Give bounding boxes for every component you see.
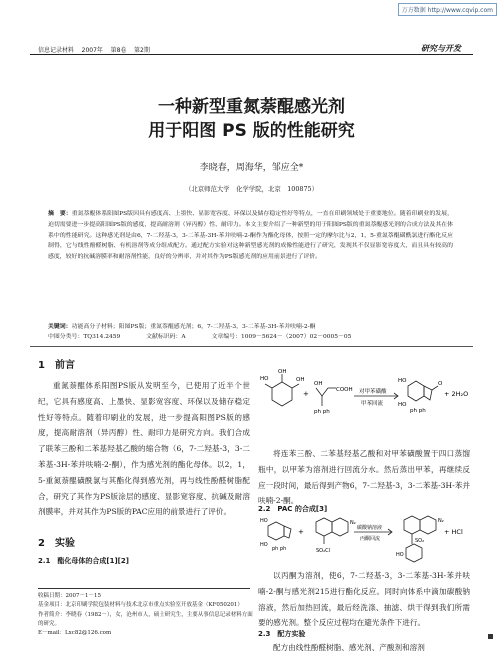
article-number: 文章编号：1009－5624－（2007）02－0005－05 bbox=[211, 334, 352, 340]
journal-year: 2007年 bbox=[81, 47, 103, 54]
reactant-n2-label: N₂ bbox=[350, 520, 356, 526]
product-ring bbox=[408, 381, 424, 401]
journal-volume: 第8卷 bbox=[110, 47, 127, 54]
svg-text:OH: OH bbox=[314, 381, 323, 387]
svg-text:+: + bbox=[303, 390, 309, 398]
reaction-1-solvent: 甲苯回流 bbox=[361, 401, 384, 407]
product-ring-a bbox=[404, 516, 420, 534]
journal-issue: 第2期 bbox=[134, 47, 150, 54]
svg-text:COOH: COOH bbox=[336, 387, 353, 393]
doc-code: 文献标识码：A bbox=[146, 334, 186, 340]
formulation-paragraph: 配方由线性酚醛树脂、感光剂、产酸剂和溶剂 bbox=[273, 643, 425, 652]
title-line-1: 一种新型重氮萘醌感光剂 bbox=[158, 97, 345, 117]
svg-text:HO: HO bbox=[260, 376, 269, 382]
affiliation: （北京师范大学 化学学院，北京 100875） bbox=[184, 185, 319, 193]
reaction-1-byproduct: + 2H₂O bbox=[444, 390, 469, 398]
reaction-2-reagent: 碳酸钠溶液 bbox=[357, 525, 383, 531]
product-ring-b bbox=[420, 516, 436, 534]
clc-number: 中图分类号：TQ314.2459 bbox=[48, 334, 121, 340]
ester-parent-ring bbox=[268, 522, 284, 540]
product-n2-label: N₂ bbox=[438, 518, 444, 524]
reaction-2-byproduct: + HCl bbox=[444, 528, 463, 536]
pac-synthesis-paragraph: 以丙酮为溶剂，使6，7-二羟基-3，3-二苯基-3H-苯并呋喃-2-酮与感光剂215进行酯化反应。同时向体系中滴加碳酸钠溶液，然后加热回流，最后经洗涤、抽滤、烘干得到我们所需要的感光剂。整个反应过程均在避光条件下进行。 bbox=[258, 571, 470, 628]
classification-line bbox=[48, 331, 458, 340]
section-2-heading: 2 实验 bbox=[38, 538, 75, 549]
abstract-rule bbox=[30, 346, 473, 347]
reaction-scheme-2 bbox=[258, 514, 470, 566]
reaction-2-solvent: 丙酮回流 bbox=[360, 536, 381, 542]
authors: 李晓春，周海华，邹应全* bbox=[199, 163, 304, 173]
product-so2-label: SO₂ bbox=[415, 538, 425, 544]
abstract bbox=[48, 209, 453, 263]
product-phenyl-label: ph ph bbox=[410, 408, 426, 414]
page-mark bbox=[488, 634, 493, 639]
svg-text:OH: OH bbox=[296, 377, 305, 383]
reactant-so2cl-label: SO₂Cl bbox=[316, 548, 330, 554]
title-line-2: 用于阳图 PS 版的性能研究 bbox=[148, 121, 355, 141]
footnote-email: E－mail：Lxc82@126.com bbox=[38, 630, 112, 637]
journal-name: 信息记录材料 bbox=[38, 47, 75, 54]
subsection-2-2-heading: 2.2 PAC 的合成[3] bbox=[258, 505, 328, 513]
keywords-label: 关键词： bbox=[48, 324, 72, 330]
svg-text:HO: HO bbox=[260, 542, 268, 548]
journal-header bbox=[38, 45, 150, 54]
benzene-ring-left bbox=[272, 382, 292, 406]
reaction-scheme-1 bbox=[258, 366, 470, 442]
footnotes bbox=[38, 592, 253, 638]
subsection-2-1-heading: 2.1 酯化母体的合成[1][2] bbox=[38, 557, 129, 565]
svg-text:OH: OH bbox=[278, 369, 287, 375]
footnote-author: 作者简介：李晓春（1982－），女，沧州市人，硕士研究生，主要从事信息记录材料方面的研究。 bbox=[38, 611, 253, 627]
footnote-fund: 基金项目：北京印刷学院包装材料与技术北京市重点实验室开放基金（KF050201） bbox=[38, 602, 243, 609]
section-1-paragraph: 重氮萘醌体系阳图PS版从发明至今，已使用了近半个世纪，它具有感度高、上墨快、显影宽容度、环保以及储存稳定性好等特点。随着印刷业的发展，进一步提高阳图PS版的感度，提高耐溶剂（异丙醇）性、耐印力是研究方向。我们合成了联苯三酚和二苯基羟基乙酸的缩合物（6，7-二羟基-3，3-二苯基-3H-苯并呋喃-2-酮），作为感光剂的酯化母体。以2，1，5-重氮萘醌磺酰氯与其酯化得到感光剂，再与线性酚醛树脂配合，研究了其作为PS版涂层的感度、显影宽容度、抗碱及耐溶剂膜率，并对其作为PS版的PAC应用的前景进行了评价。 bbox=[38, 381, 250, 517]
reaction-1-reagent: 对甲苯磺酸 bbox=[359, 389, 387, 395]
footnote-received: 收稿日期：2007－1－15 bbox=[38, 593, 101, 599]
subsection-2-3-heading: 2.3 配方实验 bbox=[258, 630, 306, 638]
header-rule bbox=[30, 54, 473, 55]
svg-text:HO: HO bbox=[398, 378, 407, 384]
keywords bbox=[48, 321, 458, 330]
synthesis-paragraph: 将连苯三酚、二苯基羟基乙酸和对甲苯磺酸置于四口蒸馏瓶中，以甲苯为溶剂进行回流分水。然后蒸出甲苯，再继续反应一段时间，最后得到产物6，7-二羟基-3，3-二苯基-3H-苯并呋喃-2-酮。 bbox=[258, 449, 470, 506]
watermark-stamp: 万方数据 http://www.cqvip.com bbox=[398, 3, 497, 16]
svg-text:O: O bbox=[438, 381, 443, 387]
section-1-heading: 1 前言 bbox=[38, 360, 75, 371]
svg-text:HO: HO bbox=[396, 552, 404, 558]
keywords-text: 功能高分子材料；阳图PS版；重氮萘醌感光剂；6，7-二羟基-3，3-二苯基-3H-苯并呋喃-2-酮 bbox=[71, 324, 316, 330]
naphtho-ring-b bbox=[332, 518, 348, 536]
product-ring-c bbox=[406, 544, 422, 562]
svg-text:+: + bbox=[298, 528, 304, 536]
naphtho-ring-a bbox=[316, 518, 332, 536]
svg-text:HO: HO bbox=[260, 518, 268, 524]
footnote-rule bbox=[38, 588, 250, 589]
svg-text:HO: HO bbox=[398, 402, 407, 408]
reactant-phenyl-label: ph ph bbox=[314, 409, 330, 415]
abstract-text: 重氮萘醌体系阳图PS版因具有感度高、上墨快、显影宽容度、环保以及储存稳定性好等特点，一直在印刷领域处于重要地位。随着印刷业的发展，迫切需要进一步提高阳图PS版的感度，提高耐溶剂（异丙醇）性、耐印力。本文主要介绍了一种新型的用于阳图PS版的重氮萘醌感光剂的合成方法及其在体系中的性能研究。这种感光剂是由6，7-二羟基-3，3-二苯基-3H-苯并呋喃-2-酮作为酯化母体，按照一定的摩尔比与2，1，5-重氮萘醌磺酰氯进行酯化反应制得，它与线性酚醛树脂、有机溶剂等成分组成配方。通过配方实验对这种新型感光剂的成像性能进行了研究，发现其不仅显影宽容度大，而且具有较高的感度，较好的抗碱溶膜率和耐溶剂性能，良好的分辨率，并对其作为PS版感光剂的应用前景进行了评价。 bbox=[48, 211, 453, 261]
svg-text:ph ph: ph ph bbox=[272, 546, 287, 552]
section-tag: 研究与开发 bbox=[421, 44, 461, 53]
abstract-label: 摘 要： bbox=[48, 211, 72, 217]
